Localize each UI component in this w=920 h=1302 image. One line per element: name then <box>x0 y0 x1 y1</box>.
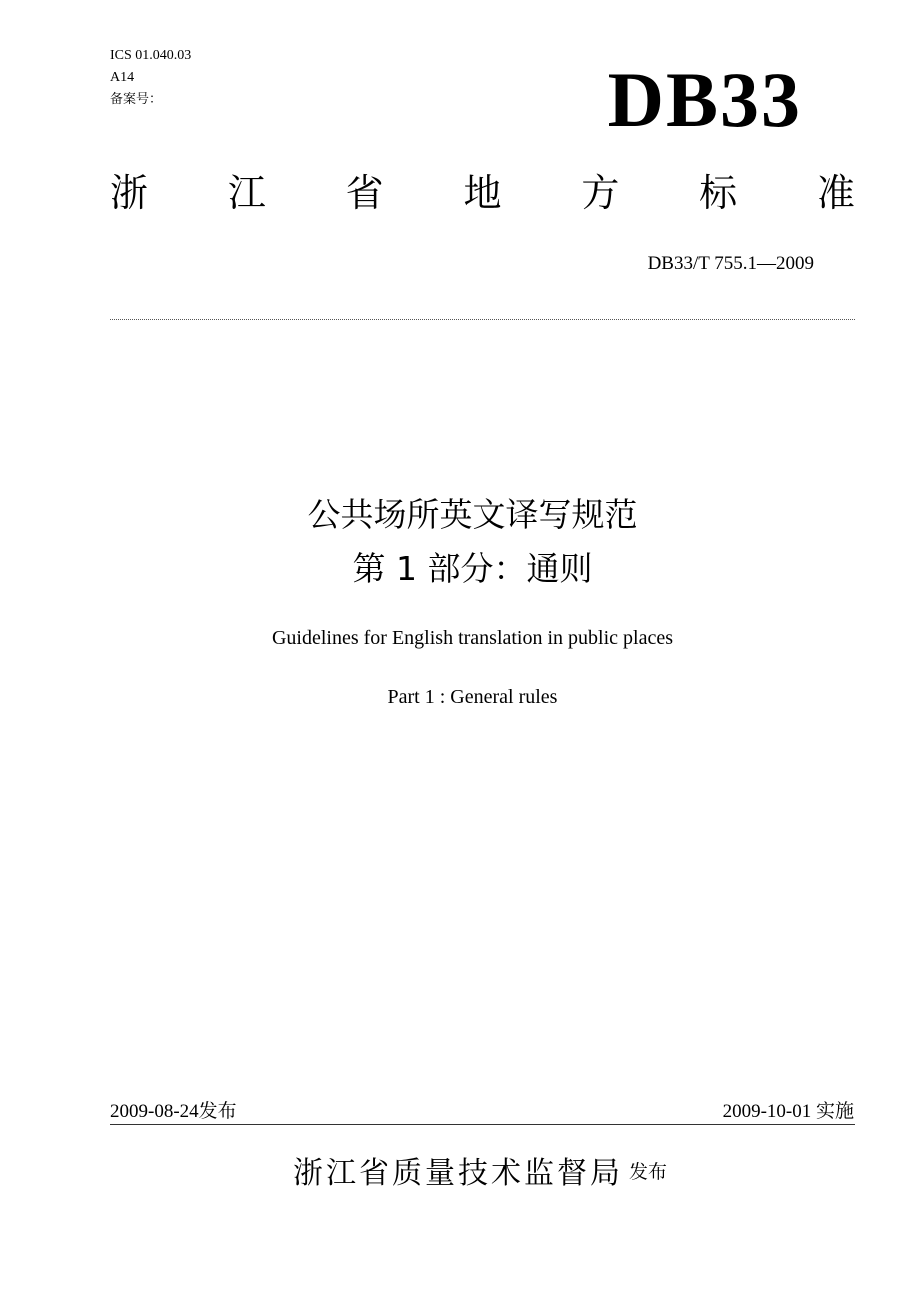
standard-number: DB33/T 755.1—2009 <box>647 253 814 274</box>
standard-type-char: 江 <box>227 171 266 215</box>
standard-type-char: 地 <box>463 171 502 215</box>
record-number-label: 备案号： <box>110 92 163 107</box>
standard-type-char: 省 <box>345 171 384 215</box>
implementation-date <box>723 1099 854 1124</box>
standard-code-logo: DB33 <box>607 56 802 143</box>
title-chinese-part: 第 1 部分：通则 <box>352 549 593 588</box>
standard-type-char: 浙 <box>110 171 149 215</box>
issue-date-value: 2009-08-24 <box>110 1101 199 1122</box>
title-chinese-main: 公共场所英文译写规范 <box>307 495 638 534</box>
implementation-date-value: 2009-10-01 <box>722 1101 812 1122</box>
issue-date <box>110 1099 237 1124</box>
ics-code: ICS 01.040.03 <box>110 48 192 63</box>
title-english-main: Guidelines for English translation in public places <box>271 627 674 649</box>
title-english-part: Part 1 : General rules <box>387 686 558 708</box>
standard-type-char: 准 <box>816 171 855 215</box>
publisher-suffix: 发布 <box>628 1160 667 1183</box>
publisher-name: 浙江省质量技术监督局 <box>292 1156 623 1191</box>
classification-code: A14 <box>110 70 135 85</box>
header-divider <box>110 319 855 320</box>
standard-type-char: 方 <box>581 171 620 215</box>
issue-date-label: 发布 <box>198 1100 237 1122</box>
standard-type-heading <box>110 168 855 218</box>
publisher <box>0 1148 920 1192</box>
standard-type-char: 标 <box>699 171 738 215</box>
implementation-date-label: 实施 <box>815 1100 854 1122</box>
footer-divider <box>110 1124 855 1125</box>
